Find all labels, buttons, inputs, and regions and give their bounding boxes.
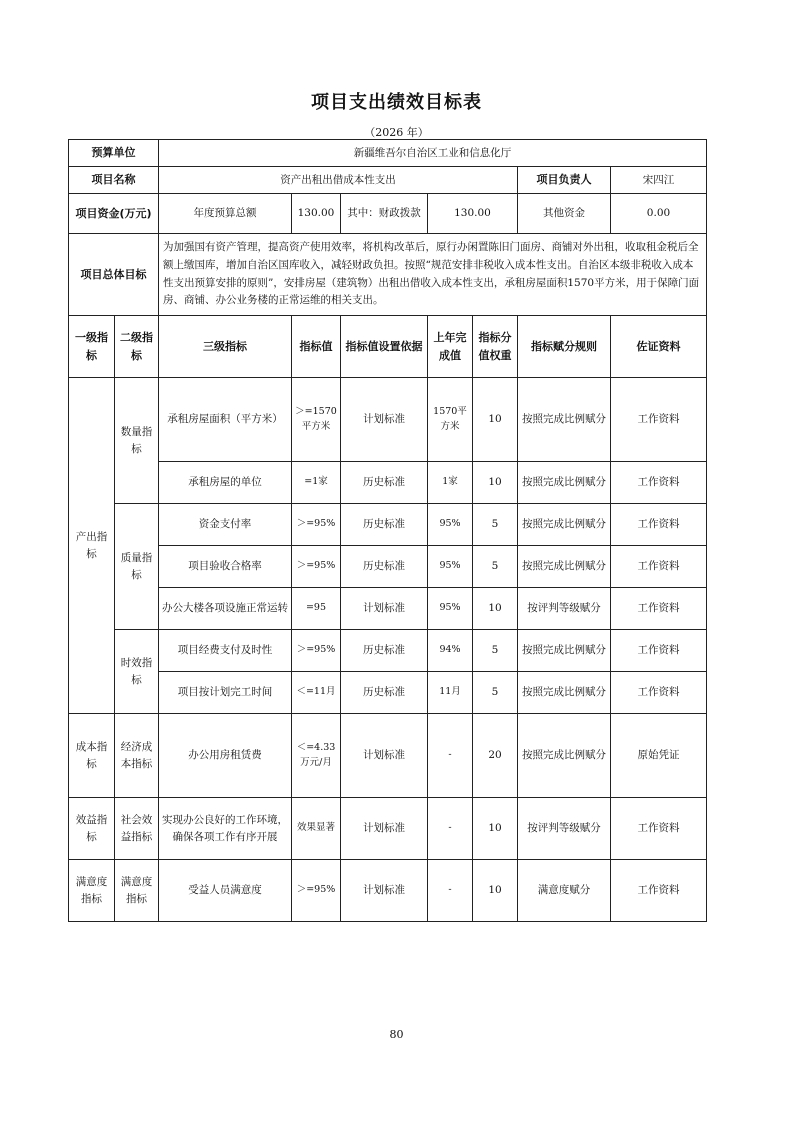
col-rule: 指标赋分规则 — [518, 316, 611, 378]
indicator-name: 资金支付率 — [159, 504, 292, 546]
indicator-evidence: 工作资料 — [611, 630, 707, 672]
group-output: 产出指标 — [69, 378, 115, 714]
indicator-basis: 计划标准 — [341, 378, 428, 462]
indicator-value: =1家 — [292, 462, 341, 504]
other-value: 0.00 — [611, 194, 707, 234]
table-row — [69, 860, 707, 922]
project-label: 项目名称 — [69, 167, 159, 194]
fiscal-value: 130.00 — [428, 194, 518, 234]
indicator-last: 95% — [428, 588, 473, 630]
group-quality: 质量指标 — [115, 504, 159, 630]
indicator-last: 95% — [428, 504, 473, 546]
owner-label: 项目负责人 — [518, 167, 611, 194]
indicator-rule: 按照完成比例赋分 — [518, 672, 611, 714]
group-timeliness: 时效指标 — [115, 630, 159, 714]
group-benefit: 效益指标 — [69, 798, 115, 860]
indicator-basis: 历史标准 — [341, 630, 428, 672]
indicator-basis: 计划标准 — [341, 588, 428, 630]
indicator-basis: 历史标准 — [341, 546, 428, 588]
indicator-basis: 历史标准 — [341, 462, 428, 504]
page-number: 80 — [389, 1028, 404, 1041]
col-weight: 指标分值权重 — [473, 316, 518, 378]
indicator-name: 项目经费支付及时性 — [159, 630, 292, 672]
indicator-rule: 按照完成比例赋分 — [518, 378, 611, 462]
indicator-value: 效果显著 — [292, 798, 341, 860]
indicator-basis: 历史标准 — [341, 504, 428, 546]
indicator-rule: 满意度赋分 — [518, 860, 611, 922]
table-row — [69, 378, 707, 462]
indicator-name: 承租房屋面积（平方米） — [159, 378, 292, 462]
indicator-evidence: 原始凭证 — [611, 714, 707, 798]
indicator-name: 办公大楼各项设施正常运转 — [159, 588, 292, 630]
indicator-evidence: 工作资料 — [611, 504, 707, 546]
indicator-weight: 5 — [473, 630, 518, 672]
indicator-rule: 按照完成比例赋分 — [518, 504, 611, 546]
indicator-rule: 按照完成比例赋分 — [518, 714, 611, 798]
indicator-weight: 10 — [473, 588, 518, 630]
table-row — [69, 504, 707, 546]
indicator-last: 94% — [428, 630, 473, 672]
group-quantity: 数量指标 — [115, 378, 159, 504]
indicator-basis: 计划标准 — [341, 798, 428, 860]
annual-value: 130.00 — [292, 194, 341, 234]
table-row — [69, 798, 707, 860]
indicator-last: - — [428, 714, 473, 798]
table-row — [69, 630, 707, 672]
indicator-last: 11月 — [428, 672, 473, 714]
indicator-basis: 计划标准 — [341, 714, 428, 798]
indicator-weight: 10 — [473, 378, 518, 462]
goal-text: 为加强国有资产管理，提高资产使用效率，将机构改革后，原行办闲置陈旧门面房、商铺对外出租，收取租金税后全额上缴国库，增加自治区国库收入，减轻财政负担。按照“规范安排非税收入成本性支出。自治区本级非税收入成本性支出预算安排的原则”，安排房屋（建筑物）出租出借收入成本性支出，承租房屋面积1570平方米，用于保障门面房、商铺、办公业务楼的正常运维的相关支出。 — [159, 234, 707, 316]
indicator-evidence: 工作资料 — [611, 798, 707, 860]
table-row — [69, 462, 707, 504]
indicator-basis: 计划标准 — [341, 860, 428, 922]
indicator-value: =95 — [292, 588, 341, 630]
unit-value: 新疆维吾尔自治区工业和信息化厅 — [159, 140, 707, 167]
indicator-value: ＞=95% — [292, 504, 341, 546]
indicator-name: 实现办公良好的工作环境，确保各项工作有序开展 — [159, 798, 292, 860]
col-level2: 二级指标 — [115, 316, 159, 378]
fiscal-label: 其中：财政拨款 — [341, 194, 428, 234]
indicator-evidence: 工作资料 — [611, 462, 707, 504]
indicator-evidence: 工作资料 — [611, 672, 707, 714]
indicator-weight: 10 — [473, 860, 518, 922]
owner-value: 宋四江 — [611, 167, 707, 194]
indicator-evidence: 工作资料 — [611, 588, 707, 630]
col-value: 指标值 — [292, 316, 341, 378]
indicator-evidence: 工作资料 — [611, 546, 707, 588]
indicator-name: 受益人员满意度 — [159, 860, 292, 922]
indicator-value: ＞=1570平方米 — [292, 378, 341, 462]
indicator-value: ＞=95% — [292, 860, 341, 922]
indicator-rule: 按照完成比例赋分 — [518, 546, 611, 588]
indicator-weight: 5 — [473, 672, 518, 714]
indicator-last: 1570平方米 — [428, 378, 473, 462]
indicator-value: ＜=4.33万元/月 — [292, 714, 341, 798]
other-label: 其他资金 — [518, 194, 611, 234]
project-value: 资产出租出借成本性支出 — [159, 167, 518, 194]
indicator-rule: 按评判等级赋分 — [518, 798, 611, 860]
indicator-value: ＞=95% — [292, 630, 341, 672]
indicator-evidence: 工作资料 — [611, 860, 707, 922]
col-basis: 指标值设置依据 — [341, 316, 428, 378]
indicator-last: 1家 — [428, 462, 473, 504]
indicator-basis: 历史标准 — [341, 672, 428, 714]
table-row — [69, 588, 707, 630]
indicator-weight: 5 — [473, 504, 518, 546]
table-row — [69, 672, 707, 714]
unit-label: 预算单位 — [69, 140, 159, 167]
indicator-name: 项目验收合格率 — [159, 546, 292, 588]
indicator-weight: 5 — [473, 546, 518, 588]
indicator-rule: 按照完成比例赋分 — [518, 462, 611, 504]
table-row — [69, 714, 707, 798]
col-level3: 三级指标 — [159, 316, 292, 378]
indicator-name: 项目按计划完工时间 — [159, 672, 292, 714]
indicator-value: ＞=95% — [292, 546, 341, 588]
col-evidence: 佐证资料 — [611, 316, 707, 378]
indicator-last: 95% — [428, 546, 473, 588]
group-economic-cost: 经济成本指标 — [115, 714, 159, 798]
indicator-weight: 10 — [473, 462, 518, 504]
funds-label: 项目资金(万元) — [69, 194, 159, 234]
indicator-weight: 20 — [473, 714, 518, 798]
indicator-rule: 按评判等级赋分 — [518, 588, 611, 630]
group-satisfaction: 满意度指标 — [69, 860, 115, 922]
goal-label: 项目总体目标 — [69, 234, 159, 316]
annual-label: 年度预算总额 — [159, 194, 292, 234]
page-title: 项目支出绩效目标表 — [311, 92, 482, 113]
performance-table — [68, 139, 707, 922]
indicator-last: - — [428, 860, 473, 922]
year-label: （2026 年） — [364, 126, 429, 139]
indicator-rule: 按照完成比例赋分 — [518, 630, 611, 672]
col-level1: 一级指标 — [69, 316, 115, 378]
indicator-name: 办公用房租赁费 — [159, 714, 292, 798]
indicator-weight: 10 — [473, 798, 518, 860]
indicator-evidence: 工作资料 — [611, 378, 707, 462]
group-satisfaction-sub: 满意度指标 — [115, 860, 159, 922]
indicator-value: ＜=11月 — [292, 672, 341, 714]
table-row — [69, 546, 707, 588]
indicator-last: - — [428, 798, 473, 860]
indicator-name: 承租房屋的单位 — [159, 462, 292, 504]
col-last-year: 上年完成值 — [428, 316, 473, 378]
group-cost: 成本指标 — [69, 714, 115, 798]
group-social-benefit: 社会效益指标 — [115, 798, 159, 860]
